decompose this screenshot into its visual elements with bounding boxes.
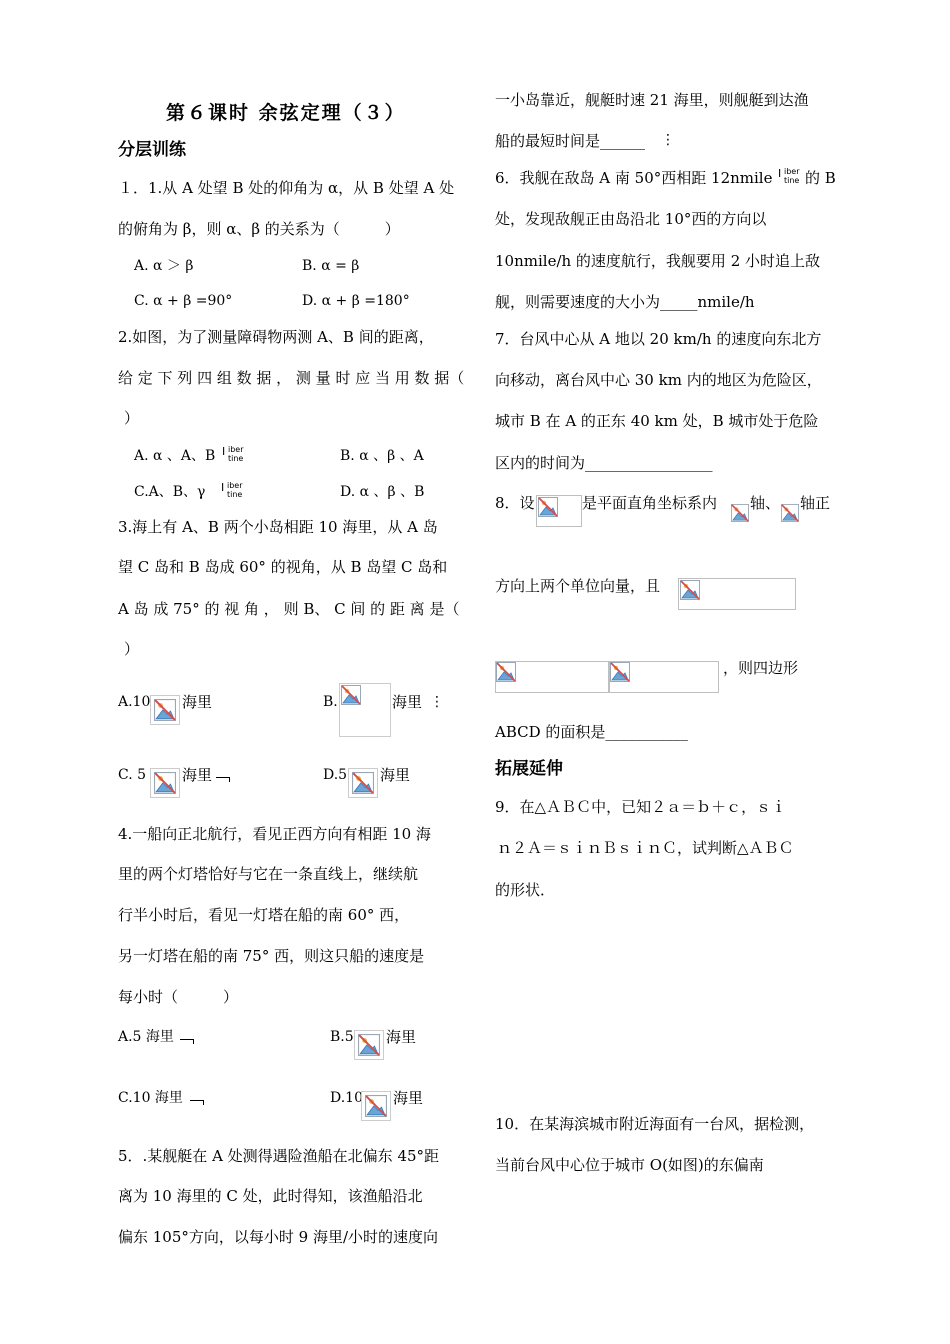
q3-option-a: A.10 bbox=[118, 694, 151, 710]
broken-image-icon bbox=[496, 662, 516, 682]
dotted-mark: ⋮ bbox=[430, 694, 444, 710]
q1-option-b: B. α = β bbox=[302, 258, 360, 274]
question-4-line-1: 4.一船向正北航行，看见正西方向有相距 10 海 bbox=[118, 825, 431, 843]
question-5-line-4: 一小岛靠近，舰艇时速 21 海里，则舰艇到达渔 bbox=[495, 91, 809, 109]
question-1-line-1: １．1.从 A 处望 B 处的仰角为 α，从 B 处望 A 处 bbox=[118, 179, 455, 197]
q2-option-b: B. α 、β 、A bbox=[340, 448, 424, 464]
question-8-line-1-mid: 是平面直角坐标系内 bbox=[582, 494, 718, 512]
small-bar bbox=[180, 1039, 194, 1040]
question-7-line-3: 城市 B 在 A 的正东 40 km 处，B 城市处于危险 bbox=[495, 412, 819, 430]
question-3-line-3: A 岛 成 75° 的 视 角 ， 则 B、 C 间 的 距 离 是（ bbox=[118, 600, 460, 618]
question-6-line-1: 6．我舰在敌岛 A 南 50°西相距 12nmile bbox=[495, 169, 773, 187]
question-8-axis-y: 轴正 bbox=[800, 494, 831, 512]
question-4-line-2: 里的两个灯塔恰好与它在一条直线上，继续航 bbox=[118, 865, 419, 883]
question-5-line-3: 偏东 105°方向，以每小时 9 海里/小时的速度向 bbox=[118, 1228, 439, 1246]
small-bar bbox=[190, 1100, 204, 1101]
broken-image-icon bbox=[150, 768, 180, 798]
q2-option-a: A. α 、A、B bbox=[134, 448, 216, 464]
q3-option-c: C. 5 bbox=[118, 767, 147, 783]
question-8-line-1-start: 8．设 bbox=[495, 494, 535, 512]
question-3-line-1: 3.海上有 A、B 两个小岛相距 10 海里，从 A 岛 bbox=[118, 518, 438, 536]
q1-option-a: A. α ＞ β bbox=[134, 258, 194, 274]
broken-image-icon bbox=[361, 1091, 391, 1121]
question-8-line-2: 方向上两个单位向量，且 bbox=[495, 577, 661, 595]
q4-option-d-unit: 海里 bbox=[393, 1089, 424, 1107]
question-2-line-1: 2.如图，为了测量障碍物两测 A、B 间的距离， bbox=[118, 328, 434, 346]
section-heading-training: 分层训练 bbox=[118, 140, 186, 160]
question-5-line-1: 5．.某舰艇在 A 处测得遇险渔船在北偏东 45°距 bbox=[118, 1147, 440, 1165]
question-2-line-2: 给 定 下 列 四 组 数 据 ， 测 量 时 应 当 用 数 据（ bbox=[118, 369, 465, 387]
broken-image-icon bbox=[610, 662, 630, 682]
q4-option-a: A.5 海里 bbox=[118, 1029, 174, 1045]
stacked-mark: I iber tine bbox=[778, 167, 800, 185]
q2-option-d: D. α 、β 、B bbox=[340, 484, 425, 500]
question-6-line-3: 10nmile/h 的速度航行，我舰要用 2 小时追上敌 bbox=[495, 252, 821, 270]
question-6-line-2: 处，发现敌舰正由岛沿北 10°西的方向以 bbox=[495, 210, 767, 228]
broken-image-icon bbox=[781, 504, 799, 522]
section-heading-extension: 拓展延伸 bbox=[495, 759, 563, 779]
q3-option-c-unit: 海里 bbox=[182, 766, 213, 784]
question-5-line-5: 船的最短时间是______ bbox=[495, 132, 646, 150]
broken-image-icon bbox=[348, 768, 378, 798]
small-bar bbox=[229, 777, 230, 782]
small-bar bbox=[216, 777, 230, 778]
question-3-line-2: 望 C 岛和 B 岛成 60° 的视角，从 B 岛望 C 岛和 bbox=[118, 558, 448, 576]
q1-option-c: C. α + β =90° bbox=[134, 293, 233, 309]
q3-option-d-unit: 海里 bbox=[380, 766, 411, 784]
broken-image-icon bbox=[150, 695, 180, 725]
q2-option-c: C.A、B、γ bbox=[134, 484, 206, 500]
question-5-line-2: 离为 10 海里的 C 处，此时得知，该渔船沿北 bbox=[118, 1187, 423, 1205]
dotted-mark: ⋮ bbox=[661, 132, 675, 148]
question-4-line-3: 行半小时后，看见一灯塔在船的南 60° 西， bbox=[118, 906, 410, 924]
question-9-line-3: 的形状． bbox=[495, 881, 556, 899]
question-7-line-2: 向移动，离台风中心 30 km 内的地区为危险区， bbox=[495, 371, 822, 389]
q4-option-c: C.10 海里 bbox=[118, 1090, 183, 1106]
q4-option-d: D.10 bbox=[330, 1090, 363, 1106]
question-9-line-2: ｎ２Ａ＝ｓｉｎＢｓｉｎＣ，试判断△ＡＢＣ bbox=[497, 839, 794, 857]
question-4-line-5: 每小时（ ） bbox=[118, 988, 239, 1006]
page-title: 第６课时 余弦定理（３） bbox=[166, 102, 406, 124]
question-10-line-1: 10．在某海滨城市附近海面有一台风，据检测， bbox=[495, 1115, 815, 1133]
q4-option-b: B.5 bbox=[330, 1029, 354, 1045]
small-bar bbox=[203, 1100, 204, 1105]
question-2-line-3: ） bbox=[124, 409, 140, 427]
stacked-mark: I iber tine bbox=[222, 445, 244, 463]
question-1-line-2: 的俯角为 β，则 α、β 的关系为（ ） bbox=[118, 220, 400, 238]
q3-option-d: D.5 bbox=[323, 767, 348, 783]
broken-image-icon bbox=[339, 683, 391, 737]
question-9-line-1: 9．在△ＡＢＣ中，已知２ａ＝ｂ＋ｃ，ｓｉ bbox=[495, 798, 787, 816]
question-7-line-1: 7．台风中心从 A 地以 20 km/h 的速度向东北方 bbox=[495, 330, 822, 348]
question-10-line-2: 当前台风中心位于城市 O(如图)的东偏南 bbox=[495, 1156, 764, 1174]
question-6-line-4: 舰，则需要速度的大小为_____nmile/h bbox=[495, 293, 755, 311]
stacked-mark: I iber tine bbox=[221, 481, 243, 499]
q4-option-b-unit: 海里 bbox=[386, 1028, 417, 1046]
broken-image-icon bbox=[354, 1030, 384, 1060]
q1-option-d: D. α + β =180° bbox=[302, 293, 410, 309]
question-3-line-4: ） bbox=[124, 640, 140, 658]
q3-option-a-unit: 海里 bbox=[182, 693, 213, 711]
broken-image-icon bbox=[731, 504, 749, 522]
question-7-line-4: 区内的时间为_________________ bbox=[495, 454, 713, 472]
broken-image-icon bbox=[538, 497, 558, 517]
small-bar bbox=[193, 1039, 194, 1044]
question-4-line-4: 另一灯塔在船的南 75° 西，则这只船的速度是 bbox=[118, 947, 425, 965]
question-8-axis-x: 轴、 bbox=[750, 494, 781, 512]
q3-option-b: B. bbox=[323, 694, 338, 710]
question-8-line-3: ，则四边形 bbox=[723, 659, 799, 677]
question-8-line-4: ABCD 的面积是___________ bbox=[495, 723, 688, 741]
question-6-line-1-end: 的 B bbox=[805, 169, 836, 187]
q3-option-b-unit: 海里 bbox=[392, 693, 423, 711]
broken-image-icon bbox=[680, 580, 700, 600]
